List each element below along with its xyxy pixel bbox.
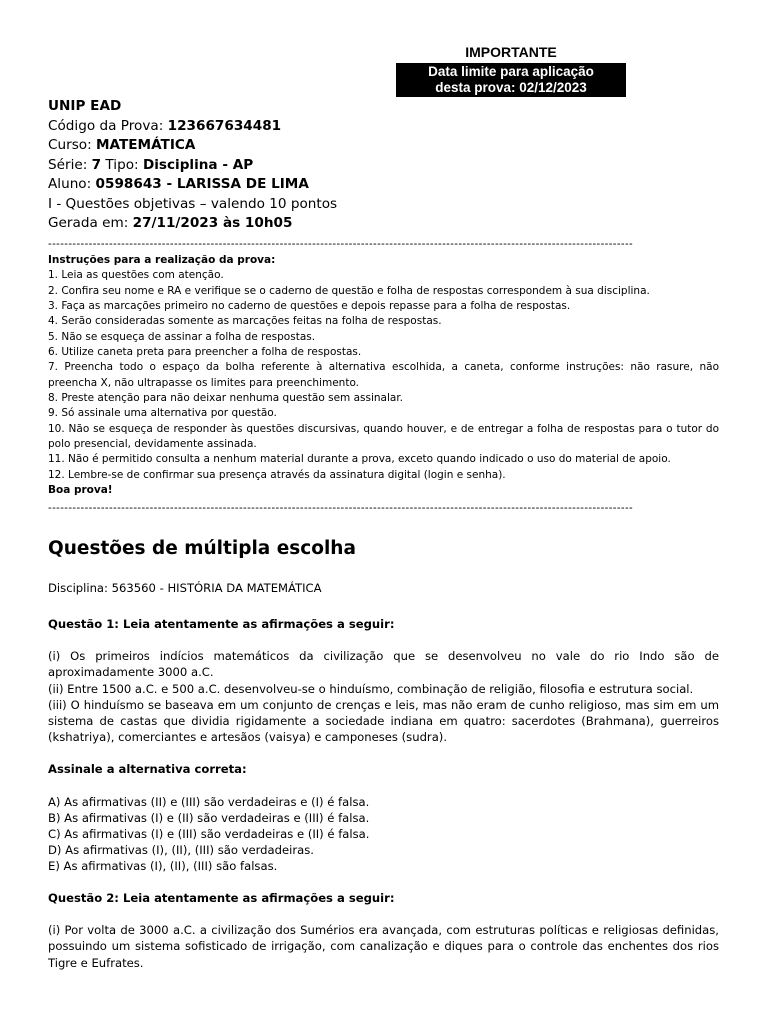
exam-code: 123667634481: [167, 117, 282, 134]
student: 0598643 - LARISSA DE LIMA: [95, 176, 309, 192]
type: Disciplina - AP: [142, 156, 254, 173]
instruction-item: 9. Só assinale uma alternativa por questão.: [48, 407, 277, 420]
question-1-prompt: Assinale a alternativa correta:: [48, 762, 247, 777]
questions-info: I - Questões objetivas – valendo 10 pontos: [48, 195, 338, 212]
question-1-option-b[interactable]: B) As afirmativas (I) e (II) são verdadeiras e (III) é falsa.: [48, 810, 370, 825]
question-1-statement: (i) Os primeiros indícios matemáticos da civilização que se desenvolveu no vale do rio Indo são de aproximadamente 3000 a.C.: [48, 649, 719, 680]
exam-code-label: Código da Prova:: [48, 117, 168, 134]
generated-row: [48, 214, 728, 234]
question-2: [48, 890, 719, 971]
question-1-statement: (ii) Entre 1500 a.C. e 500 a.C. desenvolveu-se o hinduísmo, combinação de religião, filosofia e estrutura social.: [48, 681, 694, 696]
instruction-item: 11. Não é permitido consulta a nenhum material durante a prova, exceto quando indicado o uso do material de apoio.: [48, 453, 671, 466]
section-title: Questões de múltipla escolha: [48, 538, 356, 559]
question-1-option-a[interactable]: A) As afirmativas (II) e (III) são verdadeiras e (I) é falsa.: [48, 794, 370, 809]
question-1-option-c[interactable]: C) As afirmativas (I) e (III) são verdadeiras e (II) é falsa.: [48, 827, 370, 842]
course: MATEMÁTICA: [96, 137, 196, 153]
institution: UNIP EAD: [48, 98, 122, 114]
question-2-title: Questão 2: Leia atentamente as afirmações a seguir:: [48, 891, 395, 905]
series-label: Série:: [48, 156, 92, 173]
instruction-item: 12. Lembre-se de confirmar sua presença através da assinatura digital (login e senha).: [48, 468, 506, 481]
instructions-title: Instruções para a realização da prova:: [48, 254, 276, 266]
instruction-item: 3. Faça as marcações primeiro no caderno de questões e depois repasse para a folha de respostas.: [48, 300, 571, 313]
course-row: [48, 136, 728, 156]
spacer: [48, 778, 719, 794]
instruction-item: 6. Utilize caneta preta para preencher a folha de respostas.: [48, 346, 362, 359]
series-row: [48, 156, 728, 176]
discipline-line: [48, 580, 719, 596]
exam-code-row: [48, 117, 728, 137]
discipline: Disciplina: 563560 - HISTÓRIA DA MATEMÁTICA: [48, 581, 322, 595]
series: 7: [91, 156, 102, 173]
instructions-closing: Boa prova!: [48, 484, 113, 497]
type-label: Tipo:: [101, 156, 143, 173]
generated-date: 27/11/2023 às 10h05: [132, 215, 293, 231]
instruction-item: 4. Serão consideradas somente as marcações feitas na folha de respostas.: [48, 315, 442, 328]
deadline-line-2: desta prova: 02/12/2023: [435, 80, 587, 95]
instruction-item: 7. Preencha todo o espaço da bolha referente à alternativa escolhida, a caneta, conforme instruções: não rasure, não preencha X, não ultrapasse os limites para preenchimento.: [48, 361, 719, 389]
generated-label: Gerada em:: [48, 215, 133, 231]
important-label: IMPORTANTE: [465, 44, 557, 60]
instruction-item: 8. Preste atenção para não deixar nenhuma questão sem assinalar.: [48, 392, 404, 405]
deadline-box: [396, 63, 626, 97]
instruction-item: 10. Não se esqueça de responder às questões discursivas, quando houver, e de entregar a folha de respostas para o tutor do polo presencial, devidamente assinada.: [48, 422, 719, 451]
spacer: [48, 906, 719, 922]
spacer: [48, 632, 719, 648]
separator-bottom: ------------------------------------------------------------------------------------------------------------------------------------------------: [48, 502, 634, 514]
course-label: Curso:: [48, 137, 96, 153]
deadline-line-1: Data limite para aplicação: [428, 64, 594, 79]
spacer: [48, 745, 719, 761]
question-1-option-e[interactable]: E) As afirmativas (I), (II), (III) são falsas.: [48, 859, 278, 874]
question-1-option-d[interactable]: D) As afirmativas (I), (II), (III) são verdadeiras.: [48, 843, 314, 858]
question-1-statement: (iii) O hinduísmo se baseava em um conjunto de crenças e leis, mas não eram de cunho religioso, mas sim em um sistema de castas que dividia rigidamente a sociedade indiana em quatro: sacerdotes (Brahmana), guerreiros (kshatriya), comerciantes e artesãos (vaisya) e camponeses (sudra).: [48, 697, 719, 745]
instruction-item: 2. Confira seu nome e RA e verifique se o caderno de questão e folha de respostas correspondem à sua disciplina.: [48, 284, 650, 297]
question-1-title: Questão 1: Leia atentamente as afirmações a seguir:: [48, 617, 395, 631]
exam-header: [48, 97, 728, 234]
student-label: Aluno:: [48, 176, 96, 192]
question-2-statement: (i) Por volta de 3000 a.C. a civilização dos Sumérios era avançada, com estruturas políticas e religiosas definidas, possuindo um sistema sofisticado de irrigação, com canalização e diques para o controle das enchentes dos rios Tigre e Eufrates.: [48, 923, 719, 970]
question-1: [48, 616, 719, 875]
instructions: [48, 253, 719, 499]
instruction-item: 1. Leia as questões com atenção.: [48, 269, 224, 282]
student-row: [48, 175, 728, 195]
separator-top: ------------------------------------------------------------------------------------------------------------------------------------------------: [48, 238, 634, 250]
instruction-item: 5. Não se esqueça de assinar a folha de respostas.: [48, 330, 316, 343]
